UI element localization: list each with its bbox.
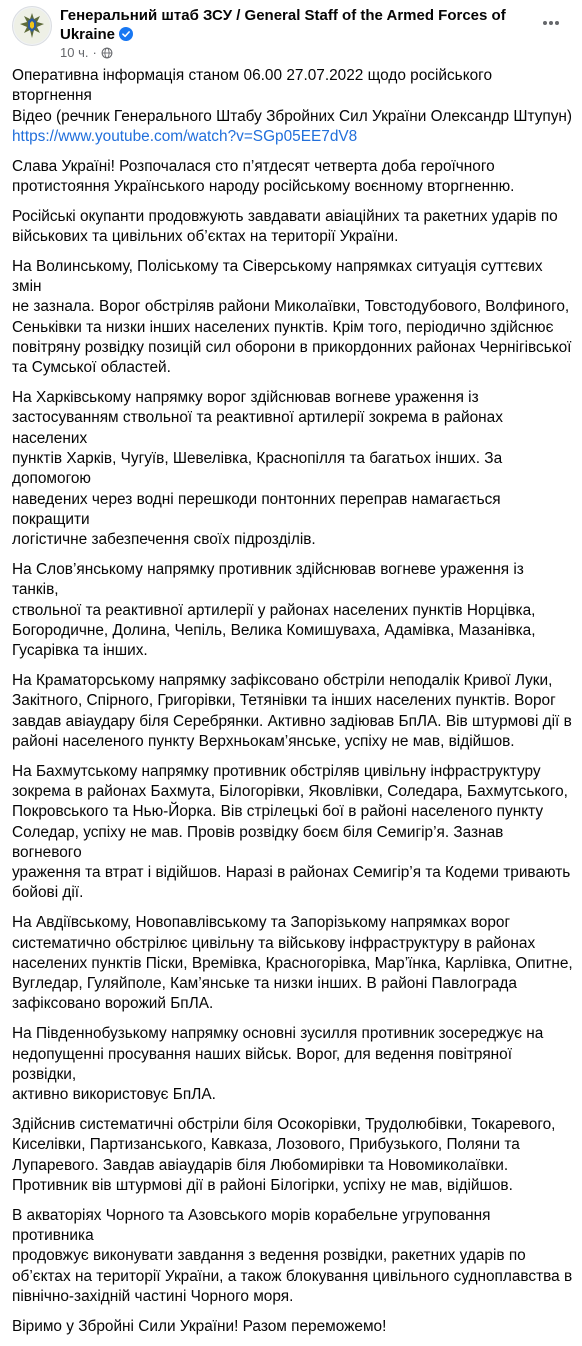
general-staff-emblem-icon <box>13 7 51 45</box>
post-intro: Оперативна інформація станом 06.00 27.07.2022 щодо російського вторгнення Відео (речник Генерального Штабу Збройних Сил України Олександр Штупун) <box>12 67 573 125</box>
post-paragraph: На Авдіївському, Новопавлівському та Запорізькому напрямках ворог систематично обстрілює цивільну та військову інфраструктуру в районах населених пунктів Піски, Времівка, Красногорівка, Мар’їнка, Карлівка, Опитне, Вугледар, Гуляйполе, Кам’янське та низки інших. В районі Павлограда зафіксовано ворожий БпЛА. <box>12 914 573 1013</box>
post-paragraph: На Південнобузькому напрямку основні зусилля противник зосереджує на недопущенні просування наших військ. Ворог, для ведення повітряної розвідки, активно використовує БпЛА. <box>12 1025 544 1104</box>
post-time[interactable]: 10 ч. <box>60 45 89 60</box>
video-link[interactable]: https://www.youtube.com/watch?v=SGp05EE7dV8 <box>12 127 358 145</box>
page-avatar[interactable] <box>12 6 52 46</box>
meta-separator: · <box>92 45 97 60</box>
post-paragraph: Слава Україні! Розпочалася сто п’ятдесят четверта доба героїчного протистояння Українського народу російському воєнному вторгненню. <box>12 157 515 195</box>
post-intro-paragraph <box>12 66 574 147</box>
post-options-button[interactable] <box>536 8 566 38</box>
post-paragraph: Російські окупанти продовжують завдавати авіаційних та ракетних ударів по військових та цивільних об’єктах на території України. <box>12 207 558 246</box>
post-paragraph: На Бахмутському напрямку противник обстріляв цивільну інфраструктуру зокрема в районах Бахмута, Білогорівки, Яковлівки, Соледара, Бахмутського, Покровського та Нью-Йорка. Вів стрілецькі бої в районі населеного пункту Соледар, успіху не мав. Провів розвідку боєм біля Семигір’я. Зазнав вогневого ураження та втрат і відійшов. Наразі в районах Семигір’я та Кодеми тривають бойові дії. <box>12 762 571 902</box>
page-name: Генеральний штаб ЗСУ / General Staff of the Armed Forces of Ukraine <box>60 7 506 43</box>
post-paragraph: В акваторіях Чорного та Азовського морів корабельне угруповання противника продовжує виконувати завдання з ведення розвідки, ракетних ударів по об’єктах на території України, а також блокування цивільного судноплавства в північно-західній частині Чорного моря. <box>12 1206 573 1305</box>
page-name-link[interactable] <box>60 6 520 44</box>
globe-icon[interactable] <box>101 47 113 59</box>
post-paragraph: Віримо у Збройні Сили України! Разом переможемо! <box>12 1317 387 1335</box>
post-meta <box>60 45 113 61</box>
post-paragraph: Здійснив систематичні обстріли біля Осокорівки, Трудолюбівки, Токаревого, Киселівки, Партизанського, Кавказа, Лозового, Прибузького, Поляни та Лупаревого. Завдав авіаударів біля Любомирівки та Новомиколаївки. Противник вів штурмові дії в районі Білогірки, успіху не мав, відійшов. <box>12 1115 556 1194</box>
post-header <box>0 0 582 64</box>
post-paragraph: На Волинському, Поліському та Сіверському напрямках ситуація суттєвих змін не зазнала. Ворог обстріляв райони Миколаївки, Товстодубового, Волфиного, Сеньківки та низки інших населених пунктів. Крім того, періодично здійснює повітряну розвідку позицій сил оборони в прикордонних районах Чернігівської та Сумської областей. <box>12 257 572 377</box>
more-horizontal-icon <box>541 13 561 33</box>
post-paragraph: На Слов’янському напрямку противник здійснював вогневе ураження із танків, ствольної та реактивної артилерії у районах населених пунктів Норцівка, Богородичне, Долина, Чепіль, Велика Комишуваха, Адамівка, Мазанівка, Гусарівка та інших. <box>12 561 536 660</box>
post-paragraph: На Краматорському напрямку зафіксовано обстріли неподалік Кривої Луки, Закітного, Спірного, Григорівки, Тетянівки та інших населених пунктів. Ворог завдав авіаудару біля Серебрянки. Активно задіював БпЛА. Вів штурмові дії в районі населеного пункту Верхньокам’янське, успіху не мав, відійшов. <box>12 672 572 750</box>
post-paragraph: На Харківському напрямку ворог здійснював вогневе ураження із застосуванням ствольної та реактивної артилерії зокрема в районах населених пунктів Харків, Чугуїв, Шевелівка, Краснопілля та багатьох інших. За допомогою наведених через водні перешкоди понтонних переправ намагається покращити логістичне забезпечення своїх підрозділів. <box>12 389 503 549</box>
post-text <box>12 66 574 1346</box>
verified-badge-icon <box>119 27 133 41</box>
